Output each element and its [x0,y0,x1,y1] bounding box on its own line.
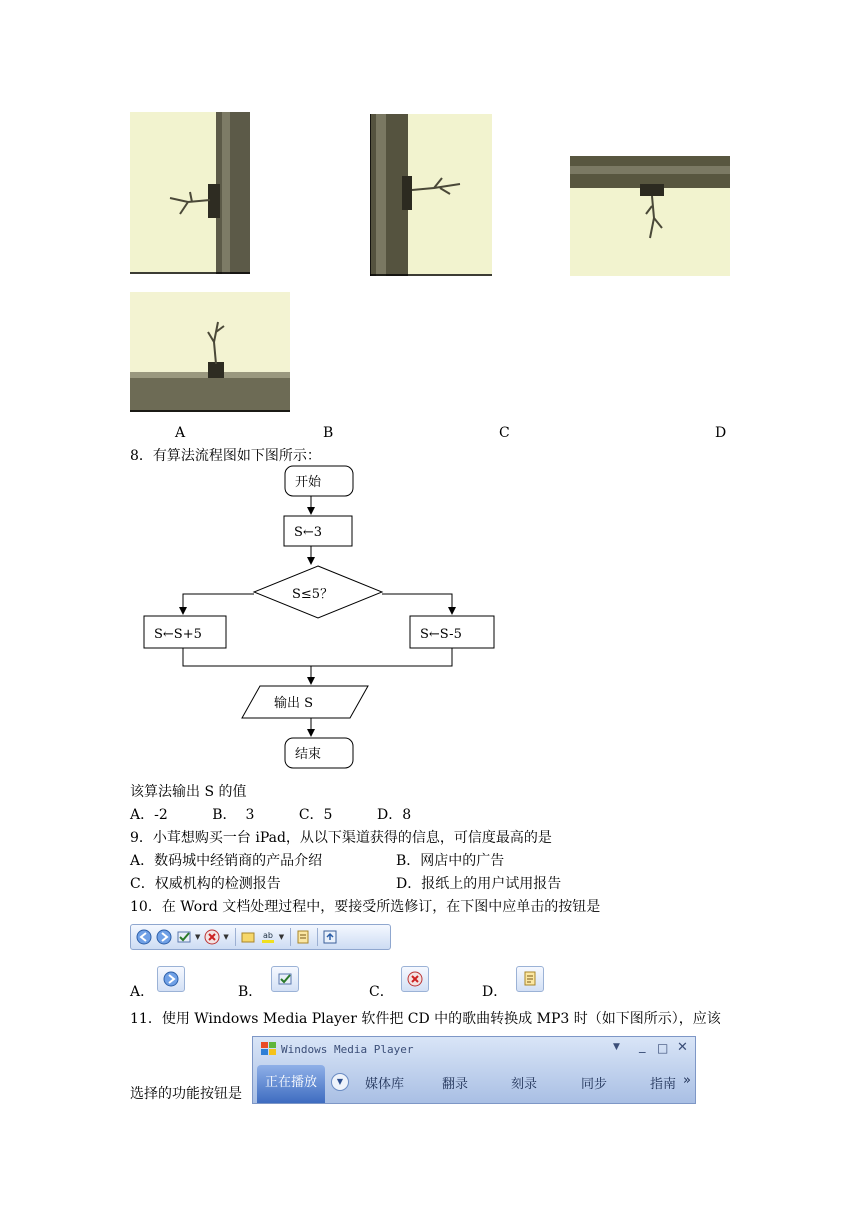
flow-output-text: 输出 S [274,696,314,711]
minimize-icon[interactable]: _ [639,1039,646,1054]
tab-library[interactable]: 媒体库 [365,1077,405,1092]
next-change-icon[interactable] [155,928,173,946]
photo-b [370,114,492,276]
windows-logo-icon [259,1040,279,1058]
flow-assign-text: S←3 [294,525,323,540]
flow-start-text: 开始 [295,475,322,490]
option-d-track-changes-icon [516,966,544,992]
flow-right-text: S←S-5 [420,627,462,642]
chevron-down-icon[interactable]: ▼ [195,933,201,941]
chevron-down-icon[interactable]: ▼ [331,1073,349,1091]
toolbar-separator [290,928,291,946]
question-8-prompt: 该算法输出 S 的值 [130,784,247,800]
tree-trunk-photo-c [570,156,730,276]
tab-guide[interactable]: 指南 [650,1077,677,1092]
chevron-down-icon[interactable]: ▼ [223,933,229,941]
option-c-reject-change-icon [401,966,429,992]
question-8: 8．有算法流程图如下图所示： [130,448,321,464]
tab-burn[interactable]: 刻录 [511,1077,538,1092]
option-b-accept-change-icon [271,966,299,992]
question-11-cont: 选择的功能按钮是 [130,1086,242,1102]
flow-condition-text: S≤5？ [292,587,334,602]
flow-left-text: S←S+5 [154,627,202,642]
tree-trunk-photo-b [370,114,492,276]
photo-a [130,112,250,274]
question-8-options: A．-2 B． 3 C．5 D．8 [130,807,412,823]
question-10-option-d: D． [482,984,508,1000]
question-9-option-d: D．报纸上的用户试用报告 [396,876,562,892]
tree-trunk-photo-a [130,112,250,274]
wmp-title: Windows Media Player [281,1043,414,1056]
tab-now-playing[interactable]: 正在播放 [257,1065,325,1103]
tab-sync[interactable]: 同步 [581,1077,608,1092]
option-label-d: D [715,425,727,441]
svg-text:ab: ab [262,931,273,940]
toolbar-separator [235,928,236,946]
photo-d [130,292,290,412]
wmp-window [252,1036,696,1104]
option-a-next-change-icon [157,966,185,992]
flow-end-text: 结束 [295,747,322,762]
question-10-option-a: A． [130,984,155,1000]
maximize-icon[interactable]: □ [657,1041,669,1055]
wmp-tabs [253,1065,695,1103]
reviewing-toolbar [130,924,391,950]
question-11: 11．使用 Windows Media Player 软件把 CD 中的歌曲转换成 MP3 时（如下图所示），应该 [130,1011,721,1027]
previous-change-icon[interactable] [135,928,153,946]
question-10-option-b: B． [238,984,263,1000]
question-9: 9．小茸想购买一台 iPad，从以下渠道获得的信息，可信度最高的是 [130,830,552,846]
track-changes-icon[interactable] [294,928,312,946]
question-9-option-b: B．网店中的广告 [396,853,505,869]
question-10: 10．在 Word 文档处理过程中，要接受所选修订，在下图中应单击的按钮是 [130,899,601,915]
more-tabs-icon[interactable]: » [683,1073,691,1088]
comment-icon[interactable] [239,928,257,946]
toolbar-separator [317,928,318,946]
chevron-down-icon[interactable]: ▼ [278,933,285,941]
photo-c [570,156,730,276]
flowchart [140,462,500,774]
reviewing-pane-icon[interactable] [321,928,339,946]
tree-stump-photo-d [130,292,290,412]
question-10-option-c: C． [369,984,394,1000]
highlight-icon[interactable] [259,928,277,946]
tab-rip[interactable]: 翻录 [442,1077,469,1092]
menu-dropdown-icon[interactable]: ▼ [613,1042,620,1052]
reject-change-icon[interactable] [203,928,221,946]
close-icon[interactable]: ✕ [677,1040,688,1055]
question-9-option-a: A．数码城中经销商的产品介绍 [130,853,323,869]
option-label-a: A [175,425,186,441]
accept-change-icon[interactable] [175,928,193,946]
option-label-b: B [323,425,334,441]
question-9-option-c: C．权威机构的检测报告 [130,876,281,892]
option-label-c: C [499,425,510,441]
